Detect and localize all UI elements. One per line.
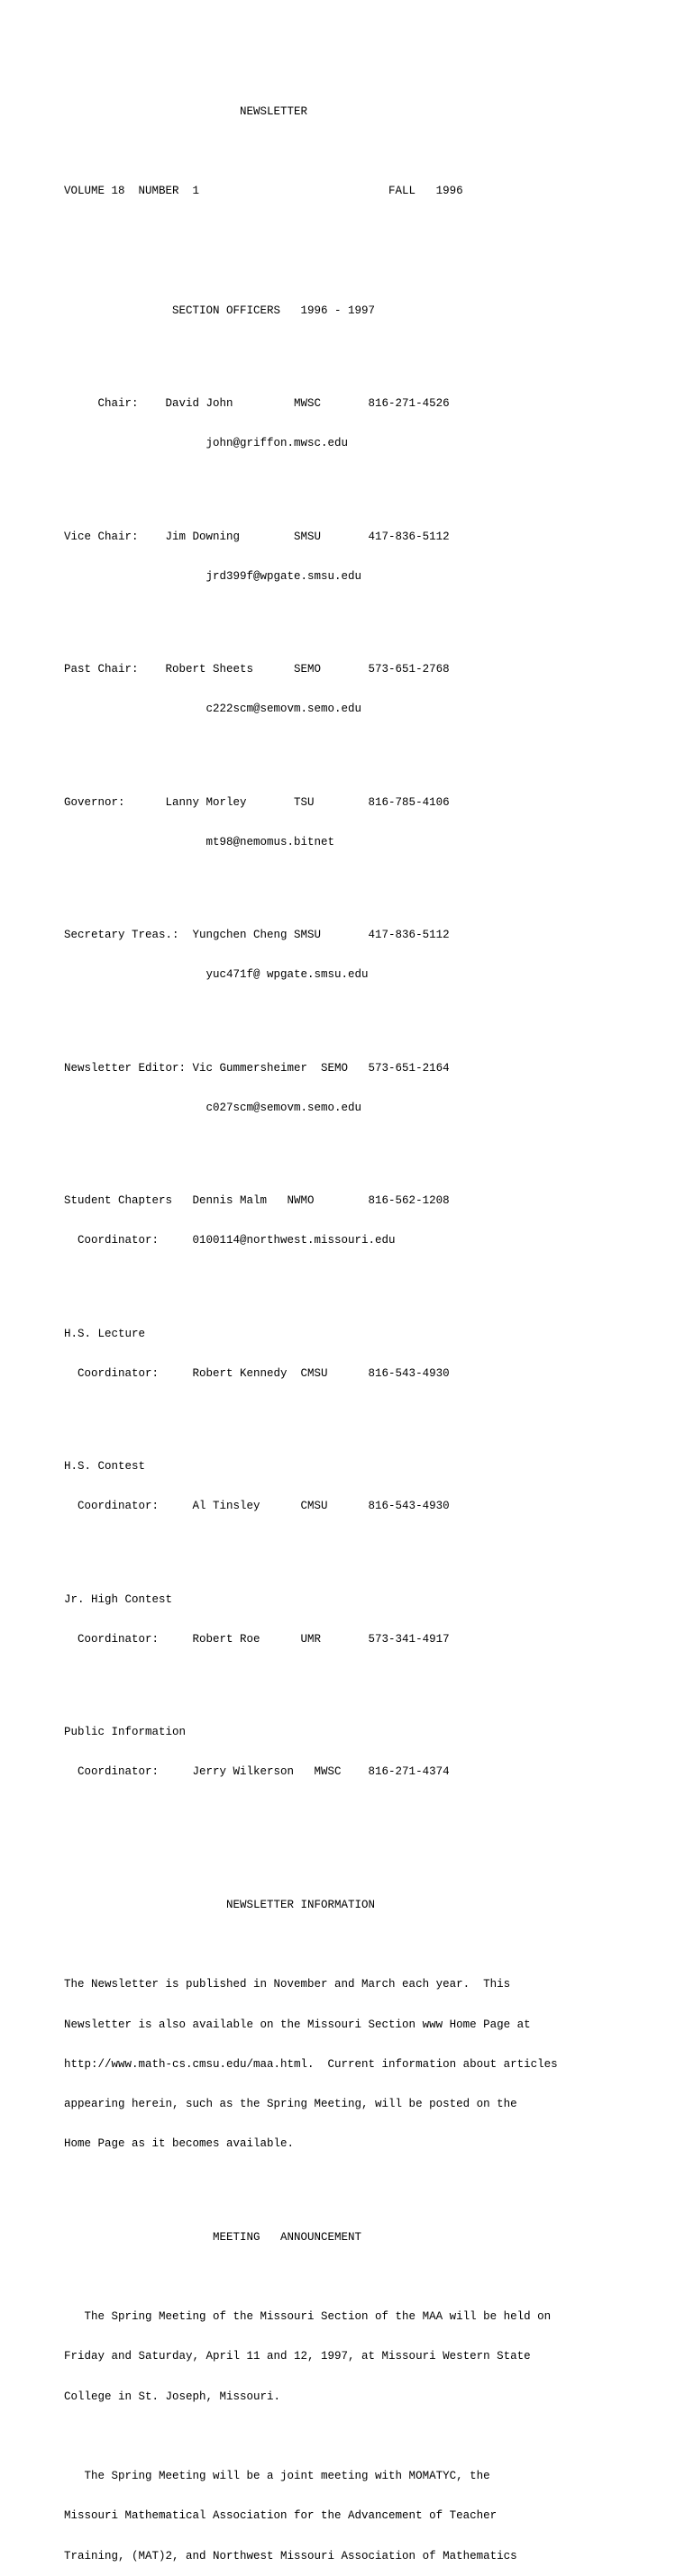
meeting-paragraph-line: Friday and Saturday, April 11 and 12, 1997, at Missouri Western State xyxy=(64,2350,531,2363)
officer-hs-contest-coordinator: Coordinator: Al Tinsley CMSU 816-543-4930 xyxy=(64,1500,450,1513)
info-paragraph-line: Newsletter is also available on the Missouri Section www Home Page at xyxy=(64,2018,531,2031)
spacer xyxy=(64,1673,686,1686)
officer-student-chapters-coordinator: Coordinator: 0100114@northwest.missouri.edu xyxy=(64,1234,396,1247)
spacer xyxy=(64,1846,686,1859)
spacer xyxy=(64,2430,686,2444)
officer-student-chapters: Student Chapters Dennis Malm NWMO 816-562-1208 xyxy=(64,1194,450,1207)
officer-secretary: Secretary Treas.: Yungchen Cheng SMSU 417-836-5112 xyxy=(64,929,450,941)
spacer xyxy=(64,1141,686,1155)
spacer xyxy=(64,1407,686,1420)
newsletter-page xyxy=(64,78,686,2576)
officer-governor-email: mt98@nemomus.bitnet xyxy=(64,835,335,848)
spacer xyxy=(64,610,686,623)
officer-public-info-coordinator: Coordinator: Jerry Wilkerson MWSC 816-271-4374 xyxy=(64,1765,450,1779)
spacer xyxy=(64,1009,686,1022)
info-paragraph-line: The Newsletter is published in November and March each year. This xyxy=(64,1978,511,1991)
officer-jr-high: Jr. High Contest xyxy=(64,1592,173,1606)
volume-line: VOLUME 18 NUMBER 1 FALL 1996 xyxy=(64,185,463,197)
spacer xyxy=(64,344,686,358)
spacer xyxy=(64,1274,686,1288)
newsletter-information-heading: NEWSLETTER INFORMATION xyxy=(64,1898,376,1911)
spacer xyxy=(64,1938,686,1952)
officer-chair-email: john@griffon.mwsc.edu xyxy=(64,437,349,450)
meeting-paragraph-line: The Spring Meeting will be a joint meeting with MOMATYC, the xyxy=(64,2470,490,2482)
meeting-paragraph-line: Training, (MAT)2, and Northwest Missouri Association of Mathematics xyxy=(64,2549,517,2562)
info-paragraph-line: appearing herein, such as the Spring Meeting, will be posted on the xyxy=(64,2098,517,2110)
spacer xyxy=(64,224,686,238)
officer-secretary-email: yuc471f@ wpgate.smsu.edu xyxy=(64,968,369,982)
spacer xyxy=(64,2271,686,2284)
spacer xyxy=(64,477,686,491)
officer-editor-email: c027scm@semovm.semo.edu xyxy=(64,1101,362,1114)
spacer xyxy=(64,2178,686,2191)
spacer xyxy=(64,875,686,889)
officer-past-chair-email: c222scm@semovm.semo.edu xyxy=(64,703,362,716)
officer-hs-lecture-coordinator: Coordinator: Robert Kennedy CMSU 816-543-4930 xyxy=(64,1366,450,1380)
meeting-paragraph-line: The Spring Meeting of the Missouri Section of the MAA will be held on xyxy=(64,2310,552,2323)
officer-past-chair: Past Chair: Robert Sheets SEMO 573-651-2768 xyxy=(64,663,450,676)
spacer xyxy=(64,1540,686,1554)
spacer xyxy=(64,743,686,757)
meeting-paragraph-line: Missouri Mathematical Association for the Advancement of Teacher xyxy=(64,2509,498,2523)
newsletter-title: NEWSLETTER xyxy=(64,104,308,118)
officer-vice-chair: Vice Chair: Jim Downing SMSU 417-836-5112 xyxy=(64,530,450,543)
officer-hs-contest: H.S. Contest xyxy=(64,1460,146,1473)
officer-vice-chair-email: jrd399f@wpgate.smsu.edu xyxy=(64,569,362,583)
info-paragraph-line: http://www.math-cs.cmsu.edu/maa.html. Current information about articles xyxy=(64,2057,558,2071)
section-officers-heading: SECTION OFFICERS 1996 - 1997 xyxy=(64,304,376,317)
officer-hs-lecture: H.S. Lecture xyxy=(64,1327,146,1340)
info-paragraph-line: Home Page as it becomes available. xyxy=(64,2137,295,2151)
meeting-paragraph-line: College in St. Joseph, Missouri. xyxy=(64,2390,281,2403)
officer-governor: Governor: Lanny Morley TSU 816-785-4106 xyxy=(64,795,450,809)
officer-chair: Chair: David John MWSC 816-271-4526 xyxy=(64,397,450,410)
meeting-announcement-heading: MEETING ANNOUNCEMENT xyxy=(64,2230,362,2244)
spacer xyxy=(64,145,686,159)
officer-editor: Newsletter Editor: Vic Gummersheimer SEMO 573-651-2164 xyxy=(64,1061,450,1075)
officer-public-info: Public Information xyxy=(64,1726,187,1738)
officer-jr-high-coordinator: Coordinator: Robert Roe UMR 573-341-4917 xyxy=(64,1632,450,1646)
spacer xyxy=(64,1806,686,1819)
spacer xyxy=(64,265,686,278)
